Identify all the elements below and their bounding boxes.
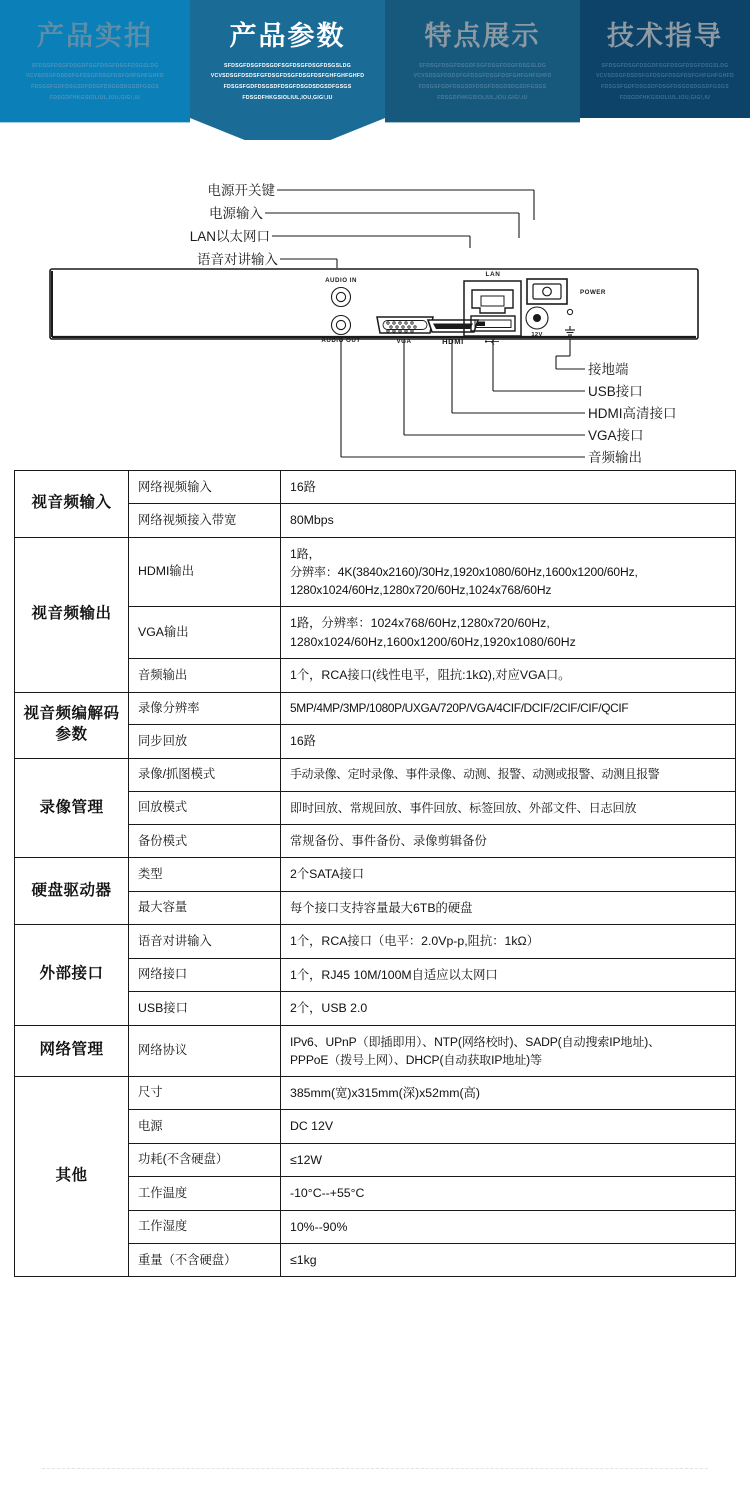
spec-value [281,1210,736,1243]
spec-value-line: 分辨率：4K(3840x2160)/30Hz,1920x1080/60Hz,1600x1200/60Hz, [290,565,638,580]
callout-usb: USB接口 [588,384,643,399]
table-row [15,858,736,891]
spec-key: 工作湿度 [129,1210,281,1243]
spec-value-line: 2个，USB 2.0 [290,1001,368,1016]
spec-key: 最大容量 [129,891,281,924]
spec-value-line: 1个，RCA接口(线性电平，阻抗:1kΩ),对应VGA口。 [290,668,571,683]
spec-category: 网络管理 [15,1025,129,1076]
spec-value-line: 1路，分辨率：1024x768/60Hz,1280x720/60Hz, [290,616,550,631]
spec-value-line: 16路 [290,480,316,494]
spec-key: 电源 [129,1110,281,1143]
callout-hdmi: HDMI高清接口 [588,406,677,421]
spec-value [281,1076,736,1109]
spec-value-line: 5MP/4MP/3MP/1080P/UXGA/720P/VGA/4CIF/DCIF/2CIF/CIF/QCIF [290,700,629,715]
spec-value [281,1177,736,1210]
port-label-lan: LAN [485,271,501,278]
spec-value-line: ≤12W [290,1152,323,1167]
spec-key: 同步回放 [129,725,281,758]
tab-title: 特点展示 [424,21,541,51]
spec-value [281,692,736,725]
spec-key: 网络协议 [129,1025,281,1076]
spec-key: 尺寸 [129,1076,281,1109]
spec-key: USB接口 [129,992,281,1025]
spec-value [281,1143,736,1176]
port-label-hdmi: HDMI [442,337,464,346]
tab-title: 产品实拍 [37,21,153,51]
table-row [15,692,736,725]
spec-key: 重量（不含硬盘） [129,1244,281,1277]
spec-value-line: 1路， [290,546,321,561]
tab-product-photos[interactable] [0,0,190,118]
spec-value [281,1025,736,1076]
spec-value-line: 10%--90% [290,1219,348,1234]
spec-value-line: -10°C--+55°C [290,1186,365,1201]
spec-value-line: DC 12V [290,1119,334,1134]
spec-value-line: 常规备份、事件备份、录像剪辑备份 [290,833,487,848]
spec-key: 工作温度 [129,1177,281,1210]
spec-category: 硬盘驱动器 [15,858,129,925]
spec-value [281,471,736,504]
spec-value-line: 即时回放、常规回放、事件回放、标签回放、外部文件、日志回放 [290,800,637,815]
spec-value [281,1244,736,1277]
spec-key: 类型 [129,858,281,891]
tab-title: 产品参数 [229,21,346,51]
spec-key: 备份模式 [129,824,281,857]
callout-audio-out: 音频输出 [588,450,642,465]
spec-value [281,725,736,758]
rear-panel-diagram [0,140,750,470]
spec-key: 网络视频输入 [129,471,281,504]
tab-subtext: SFDSGFDSGFDSGDFSGFDSGFDSGFDSGSLDG VCVSDSGFDSDSFGFDSGFDSGFDSFGHFGHFGHFD FDSGSFGDFDSGSDFDSGFDSGDSDGSDFGSGS FDSGDFHKGSIOLIUL,IOU,GIG!,IU [595,62,735,101]
footer-divider [42,1468,708,1469]
callout-power-input: 电源输入 [209,206,263,221]
callout-ground: 接地端 [588,362,629,377]
spec-value-line: 1个，RCA接口（电平：2.0Vp-p,阻抗：1kΩ） [290,934,540,949]
spec-value [281,758,736,791]
spec-value [281,992,736,1025]
spec-value [281,925,736,958]
tab-title: 技术指导 [607,21,723,51]
spec-key: 回放模式 [129,791,281,824]
spec-value [281,504,736,537]
spec-value [281,891,736,924]
spec-value [281,1110,736,1143]
spec-value-line: 16路 [290,734,316,749]
spec-key: 语音对讲输入 [129,925,281,958]
table-row [15,537,736,606]
spec-value [281,607,736,659]
spec-category: 视音频编解码参数 [15,692,129,758]
spec-value-line: 手动录像、定时录像、事件录像、动测、报警、动测或报警、动测且报警 [290,766,660,781]
tab-subtext: SFDSGFDSGFDSGDFSGFDSGFDSGFDSGSLDG VCVSDSGFDSDSFGFDSGFDSGFDSGFDSFGHFGHFGHFD FDSGSFGDFDSGSDFDSGFDSGDSDGSDFGSGS FDSGDFHKGSIOLIUL,IOU,GIG!,IU [210,62,365,101]
table-row [15,471,736,504]
spec-value [281,824,736,857]
spec-key: HDMI输出 [129,537,281,606]
spec-key: 录像分辨率 [129,692,281,725]
spec-value [281,958,736,991]
spec-category: 录像管理 [15,758,129,857]
spec-value [281,537,736,606]
spec-key: 网络视频接入带宽 [129,504,281,537]
spec-key: 录像/抓图模式 [129,758,281,791]
spec-value [281,858,736,891]
callout-vga: VGA接口 [588,428,644,443]
spec-key: 音频输出 [129,659,281,692]
callout-power-switch: 电源开关键 [207,183,275,198]
tab-technical-guidance[interactable] [580,0,750,118]
header-tab-bar [0,0,750,140]
tab-feature-showcase[interactable] [385,0,580,118]
spec-value-line: IPv6、UPnP（即插即用）、NTP(网络校时)、SADP(自动搜索IP地址)、 [290,1034,661,1049]
port-label-vga: VGA [396,338,412,345]
specification-table [14,470,736,1277]
spec-value-line: ≤1kg [290,1253,317,1267]
spec-value-line: 1280x1024/60Hz,1280x720/60Hz,1024x768/60Hz [290,583,552,598]
spec-value-line: 1280x1024/60Hz,1600x1200/60Hz,1920x1080/60Hz [290,634,576,649]
spec-value-line: 每个接口支持容量最大6TB的硬盘 [290,900,473,915]
port-label-power-switch: POWER [580,289,606,296]
spec-value-line: 80Mbps [290,513,334,528]
spec-key: VGA输出 [129,607,281,659]
table-row [15,1076,736,1109]
tab-product-parameters[interactable] [190,0,385,118]
spec-value [281,791,736,824]
spec-value-line: 2个SATA接口 [290,867,365,882]
spec-value-line: 385mm(宽)x315mm(深)x52mm(高) [290,1085,480,1100]
callout-lan-port: LAN以太网口 [189,229,270,244]
spec-value-line: PPPoE（拨号上网）、DHCP(自动获取IP地址)等 [290,1052,542,1067]
tab-shoulder-left [0,118,190,126]
tab-subtext: SFDSGFDSGFDSGDFSGFDSGFDSGFDSGSLDG VCVSDSGFDSDSFGFDSGFDSGFDSFGHFGHFGHFD FDSGSFGDFDSGSDFDSGFDSGDSDGSDFGSGS FDSGDFHKGSIOLIUL,IOU,GIG!,IU [413,62,552,101]
port-label-power-in: 12V [531,332,543,338]
spec-value-line: 1个，RJ45 10M/100M自适应以太网口 [290,967,498,982]
tab-subtext: SFDSGFDSGFDSGDFSGFDSGFDSGFDSGSLDG VCVSDSGFDSDSFGFDSGFDSGFDSFGHFGHFGHFD FDSGSFGDFDSGSDFDSGFDSGDSDGSDFGSGS FDSGDFHKGSIOLIUL,IOU,GIG!,IU [25,62,165,101]
spec-key: 功耗(不含硬盘） [129,1143,281,1176]
table-row [15,925,736,958]
tab-shoulder-right [385,118,580,126]
active-tab-pointer [190,118,385,140]
spec-category: 其他 [15,1076,129,1277]
spec-category: 外部接口 [15,925,129,1025]
table-row [15,1025,736,1076]
spec-category: 视音频输出 [15,537,129,692]
table-row [15,758,736,791]
port-label-audio-out: AUDIO OUT [321,337,361,344]
callout-audio-in: 语音对讲输入 [197,252,278,267]
specification-table-wrap [0,470,750,1277]
spec-key: 网络接口 [129,958,281,991]
spec-value [281,659,736,692]
spec-category: 视音频输入 [15,471,129,538]
port-label-audio-in: AUDIO IN [325,277,357,284]
